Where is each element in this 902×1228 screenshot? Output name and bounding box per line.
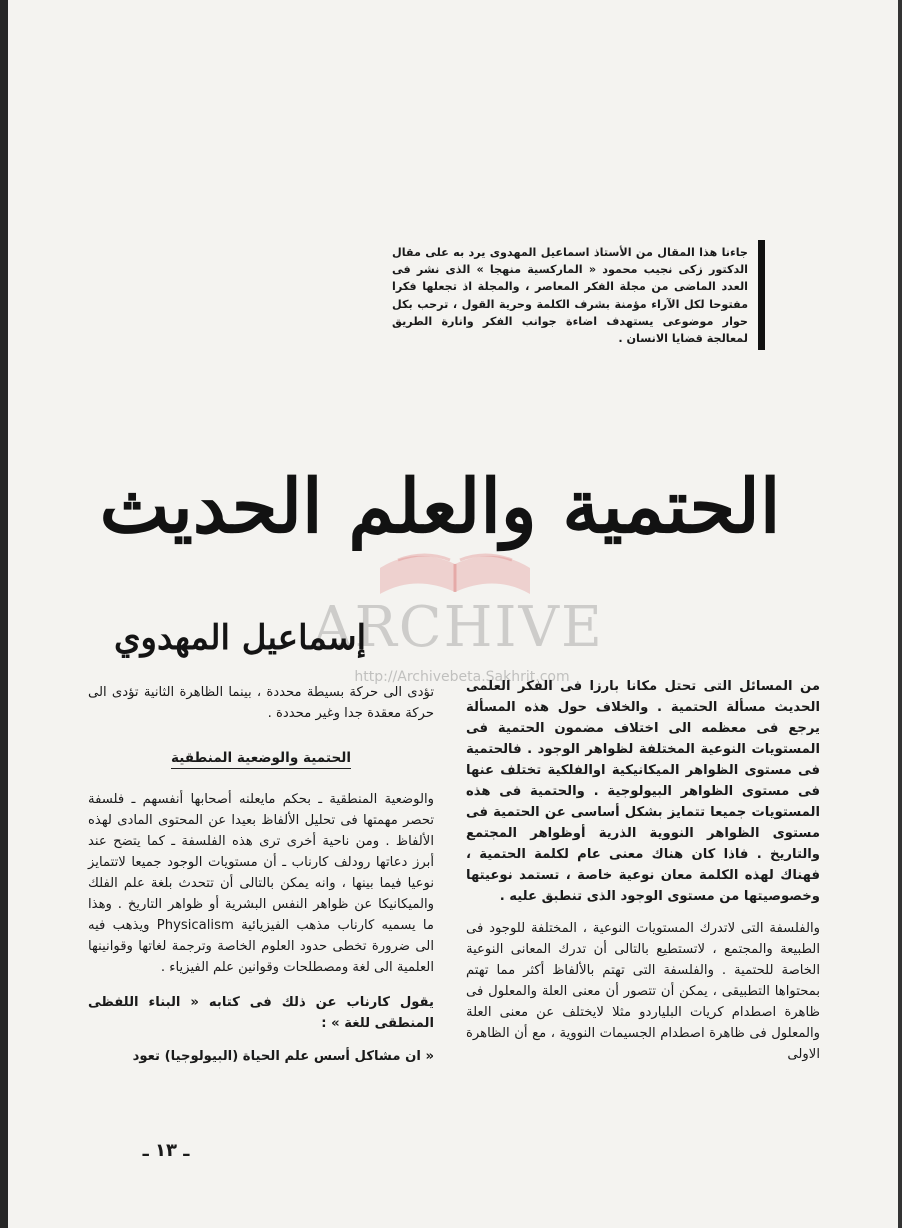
article-title: الحتمية والعلم الحديث [99,464,781,550]
page-number: ـ ١٣ ـ [142,1140,190,1161]
article-column-left [88,682,434,1067]
quote-intro: يقول كارناب عن ذلك فى كتابه « البناء اللفظى المنطقى للغة » : [88,995,434,1031]
paragraph: من المسائل التى تحتل مكانا بارزا فى الفكر العلمى الحديث مسألة الحتمية . والخلاف حول هذه المسألة يرجع فى معظمه الى اختلاف مضمون الحتمية فى المستويات النوعية المختلفة لظواهر الوجود . فالحتمية فى مستوى الظواهر الميكانيكية اوالفلكية تختلف عنها فى مستوى الظواهر البيولوجية . والحتمية فى هذه المستويات جميعا تتمايز بشكل أساسى عن الحتمية فى مستوى الظواهر النووية الذرية أوظواهر المجتمع والتاريخ . فاذا كان هناك معنى عام لكلمة الحتمية ، فهناك لهذه الكلمة معان نوعية خاصة ، تستمد نوعيتها وخصوصيتها من مستوى الوجود الذى تنطبق عليه . [466,679,820,904]
paragraph: والفلسفة التى لاتدرك المستويات النوعية ، المختلفة للوجود فى الطبيعة والمجتمع ، لاتستطيع بالتالى أن تدرك المعانى النوعية الخاصة للحتمية . والفلسفة التى تهتم بالألفاظ أكثر مما تهتم بمحتواها التطبيقى ، يمكن أن تتصور أن معنى العلة والمعلول فى ظاهرة اصطدام كريات البلياردو مثلا لايختلف عن معنى العلة والمعلول فى ظاهرة اصطدام الجسيمات النووية ، مع أن الظاهرة الاولى [466,921,820,1062]
paragraph: والوضعية المنطقية ـ بحكم مايعلنه أصحابها أنفسهم ـ فلسفة تحصر مهمتها فى تحليل الألفاظ بعيدا عن المحتوى المادى لهذه الألفاظ . ومن ناحية أخرى ترى هذه الفلسفة ـ كما يتضح عند أبرز دعاتها رودلف كارناب ـ أن مستويات الوجود جميعا لاتتمايز نوعيا فيما بينها ، وانه يمكن بالتالى أن تتحدث بلغة علم الفلك والميكانيكا عن ظواهر النفس البشرية أو ظواهر التاريخ . وهذا ما يسميه كارناب مذهب الفيزيائية Physicalism ويذهب فيه الى ضرورة تخطى حدود العلوم الخاصة وترجمة لغاتها وقوانينها العلمية الى لغة ومصطلحات وقوانين علم الفيزياء . [88,792,435,975]
editor-note-text: جاءنا هذا المقال من الأستاذ اسماعيل المهدوى يرد به على مقال الدكتور زكى نجيب محمود « الماركسية منهجا » الذى نشر فى العدد الماضى من مجلة الفكر المعاصر ، والمجلة اذ تجعلها فكرا مفتوحا لكل الآراء مؤمنة بشرف الكلمة وحرية القول ، ترحب بكل حوار موضوعى يستهدف اضاءة جوانب الفكر وانارة الطريق لمعالجة قضايا الانسان . [392,246,748,346]
intro-accent-bar [758,240,765,350]
paragraph: تؤدى الى حركة بسيطة محددة ، بينما الظاهرة الثانية تؤدى الى حركة معقدة جدا وغير محددة . [88,685,434,721]
editor-note [392,244,748,347]
quote: « ان مشاكل أسس علم الحياة (البيولوجيا) تعود [132,1049,434,1064]
section-heading-text: الحتمية والوضعية المنطقية [171,750,351,769]
article-author: إسماعيل المهدوي [113,618,367,658]
article-column-right [466,676,820,1065]
page-edge-left [0,0,8,1228]
watermark-brand: ARCHIVE [312,595,604,660]
watermark-url: http://Archivebeta.Sakhrit.com [354,669,570,685]
section-heading [88,748,434,769]
page-edge-right [898,0,902,1228]
